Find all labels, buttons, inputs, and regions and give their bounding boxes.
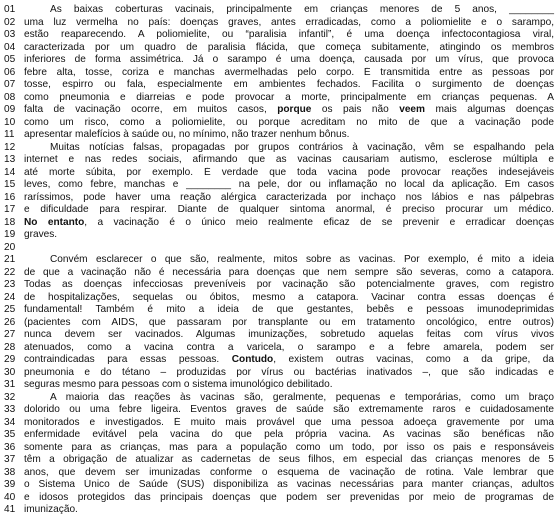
line-text [24, 467, 557, 480]
text-segment: têm a obrigação de atualizar as cadernetas de seus filhos, em especial das crianças menores de 5 [24, 454, 554, 465]
line-text [24, 379, 557, 392]
text-segment: os pais não [311, 104, 400, 115]
line-number: 03 [4, 29, 16, 40]
text-line [0, 167, 557, 180]
text-segment: de que a vacinação não é necessária para doenças que nem sempre são severas, como a catapora. [24, 266, 554, 278]
line-number: 22 [4, 266, 16, 278]
text-segment: mais algumas doenças [425, 104, 554, 115]
text-line [0, 242, 557, 255]
line-number: 12 [4, 141, 16, 153]
line-text [24, 329, 557, 342]
text-line [0, 254, 557, 267]
line-number: 15 [4, 179, 16, 190]
line-number: 38 [4, 466, 16, 478]
text-segment: monitorados e investigados. É muito mais provável que uma pessoa adoeça gravemente por uma [24, 416, 554, 428]
text-segment: estão reaparecendo. A poliomielite, ou “paralisia infantil”, é uma doença infectocontagiosa viral, [24, 29, 554, 40]
line-text [24, 167, 557, 180]
line-text [24, 117, 557, 130]
line-text [24, 42, 557, 55]
text-line [0, 479, 557, 492]
line-number: 28 [4, 341, 16, 353]
line-number: 09 [4, 104, 16, 115]
line-number: 21 [4, 254, 16, 265]
line-number: 24 [4, 291, 16, 303]
line-number: 25 [4, 304, 16, 315]
text-segment: somente para as crianças, mas para a população como um todo, por isso os pais e responsáveis [24, 441, 554, 453]
bold-word: veem [399, 104, 426, 115]
line-number: 10 [4, 116, 16, 128]
text-line [0, 354, 557, 367]
text-segment: falta de vacinação ocorre, em muitos casos, [24, 104, 278, 115]
text-segment: inferiores de forma assimétrica. Já o sarampo é uma doença, causada por um vírus, que provoca [24, 54, 554, 65]
text-line [0, 117, 557, 130]
line-text [24, 79, 557, 92]
line-number: 01 [4, 4, 16, 15]
line-number: 05 [4, 54, 16, 65]
line-number: 19 [4, 229, 16, 240]
line-text [24, 29, 557, 42]
text-segment: atenuados, como a vacina contra a varicela, o sarampo e a febre amarela, podem ser [24, 341, 554, 353]
line-text [24, 442, 557, 455]
line-number: 06 [4, 66, 16, 78]
line-text [24, 504, 557, 517]
line-text [24, 92, 557, 105]
line-text [24, 179, 557, 192]
text-line [0, 467, 557, 480]
text-segment: As baixas coberturas vacinais, principalmente em crianças menores de 5 anos, ________ [50, 4, 554, 15]
line-text [24, 304, 557, 317]
line-number: 26 [4, 316, 16, 328]
line-number: 29 [4, 354, 16, 365]
text-line [0, 267, 557, 280]
text-line [0, 454, 557, 467]
text-line [0, 317, 557, 330]
line-text [24, 104, 557, 117]
text-segment: enfermidade evitável pela vacina do que pela própria vacina. As vacinas são benéficas não [24, 429, 554, 440]
text-line [0, 67, 557, 80]
line-text [24, 392, 557, 405]
text-segment: anos, que devem ser imunizadas conforme o esquema de vacinação de rotina. Vale lembrar que [24, 466, 554, 478]
text-line [0, 342, 557, 355]
text-line [0, 129, 557, 142]
line-number: 23 [4, 279, 16, 290]
line-number: 31 [4, 379, 16, 390]
line-text [24, 192, 557, 205]
line-text [24, 404, 557, 417]
text-segment: raríssimos, pode haver uma reação alérgica caracterizada por inchaço nos lábios e nas pálpebras [24, 191, 554, 203]
text-line [0, 104, 557, 117]
text-line [0, 417, 557, 430]
line-text [24, 317, 557, 330]
line-number: 04 [4, 41, 16, 53]
text-segment: Muitas notícias falsas, propagadas por grupos contrários à vacinação, vêm se espalhando pela [50, 141, 554, 153]
text-segment: pneumonia e do tétano – produzidas por vírus ou bactérias inativados –, que são indicadas e [24, 366, 554, 378]
text-line [0, 4, 557, 17]
bold-word: Contudo [231, 354, 274, 365]
text-segment: A maioria das reações às vacinas são, geralmente, pequenas e temporárias, como um braço [50, 391, 554, 403]
line-number: 20 [4, 241, 16, 253]
text-line [0, 92, 557, 105]
text-line [0, 17, 557, 30]
line-text [24, 54, 557, 67]
text-line [0, 42, 557, 55]
text-line [0, 204, 557, 217]
line-text [24, 429, 557, 442]
text-segment: febre alta, tosse, coriza e manchas avermelhadas pelo corpo. É transmitida entre as pessoas por [24, 66, 554, 78]
text-line [0, 192, 557, 205]
line-number: 07 [4, 79, 16, 90]
text-segment: , a vacinação é o único meio realmente eficaz de se prevenir e erradicar doenças [84, 216, 554, 228]
text-line [0, 229, 557, 242]
line-text [24, 154, 557, 167]
text-segment: graves. [24, 229, 58, 240]
line-number: 39 [4, 479, 16, 490]
line-number: 32 [4, 391, 16, 403]
line-number: 33 [4, 404, 16, 415]
text-segment: nunca devem ser vacinados. Algumas imunizações, sobretudo aquelas feitas com vírus vivos [24, 329, 554, 340]
line-text [24, 492, 557, 505]
text-segment: o Sistema Único de Saúde (SUS) disponibiliza as vacinas necessárias para manter crianças, adultos [24, 479, 554, 490]
line-text [24, 204, 557, 217]
text-segment: , existem outras vacinas, como a da gripe, da [273, 354, 554, 365]
text-segment: caracterizada por um quadro de paralisia flácida, que começa subitamente, atingindo os membros [24, 41, 554, 53]
text-segment: contraindicadas para essas pessoas. [24, 354, 232, 365]
line-text [24, 267, 557, 280]
text-segment: apresentar malefícios à saúde ou, no mínimo, não trazer nenhum bônus. [24, 129, 350, 140]
text-segment: Convém esclarecer o que são, realmente, mitos sobre as vacinas. Por exemplo, é mito a ideia [50, 254, 554, 265]
line-number: 18 [4, 216, 16, 228]
line-text [24, 17, 557, 30]
line-text [24, 292, 557, 305]
line-text [24, 279, 557, 292]
text-line [0, 329, 557, 342]
text-segment: fundamental! Também é mito a ideia de que gestantes, bebês e pessoas imunodeprimidas [24, 304, 554, 315]
text-line [0, 292, 557, 305]
text-line [0, 429, 557, 442]
text-segment: seguras mesmo para pessoas com o sistema imunológico debilitado. [24, 379, 333, 390]
text-line [0, 392, 557, 405]
line-text [24, 4, 557, 17]
line-number: 14 [4, 166, 16, 178]
text-segment: e dificuldade para respirar. Diante de qualquer sintoma anormal, é preciso procurar um médico. [24, 204, 554, 215]
line-text [24, 254, 557, 267]
line-text [24, 454, 557, 467]
line-text [24, 229, 557, 242]
text-line [0, 279, 557, 292]
text-line [0, 29, 557, 42]
text-segment: até morte súbita, por exemplo. É verdade que toda vacina pode provocar reações indesejáveis [24, 166, 554, 178]
line-text [24, 67, 557, 80]
line-number: 11 [4, 129, 15, 140]
text-line [0, 179, 557, 192]
line-number: 17 [4, 204, 16, 215]
text-segment: de hospitalizações, sequelas ou óbitos, mesmo a catapora. Vacinar contra essas doenças é [24, 291, 554, 303]
line-text [24, 342, 557, 355]
text-segment: internet e nas redes sociais, afirmando que as vacinas causariam autismo, esclerose múltipla e [24, 154, 554, 165]
text-segment: (pacientes com AIDS, que passaram por transplante ou em tratamento oncológico, entre outros) [24, 316, 554, 328]
line-number: 30 [4, 366, 16, 378]
bold-word: No entanto [24, 216, 85, 228]
line-text [24, 367, 557, 380]
line-number: 08 [4, 91, 16, 103]
line-number: 27 [4, 329, 16, 340]
line-text [24, 217, 557, 230]
line-text [24, 129, 557, 142]
text-line [0, 404, 557, 417]
line-text [24, 242, 557, 255]
line-number: 13 [4, 154, 16, 165]
line-number: 36 [4, 441, 16, 453]
text-line [0, 142, 557, 155]
line-number: 16 [4, 191, 16, 203]
text-line [0, 79, 557, 92]
line-text [24, 417, 557, 430]
line-text [24, 354, 557, 367]
line-text [24, 479, 557, 492]
text-line [0, 492, 557, 505]
text-segment: Todas as doenças infecciosas preveníveis por vacinação são potencialmente graves, com registro [24, 279, 554, 290]
text-line [0, 379, 557, 392]
text-segment: e idosos protegidos das principais doenças que podem ser prevenidas por meio de programas de [24, 491, 554, 503]
line-number: 37 [4, 454, 16, 465]
line-text [24, 142, 557, 155]
line-number: 40 [4, 491, 16, 503]
text-segment: como um risco, como a poliomielite, ou porque acreditam no mito de que a vacinação pode [24, 116, 554, 128]
text-segment: dolorido ou uma febre ligeira. Eventos graves de saúde são extremamente raros e cuidadosamente [24, 404, 554, 415]
text-line [0, 367, 557, 380]
text-segment: como pneumonia e diarreias e pode provocar a morte, principalmente em crianças pequenas. A [24, 91, 554, 103]
line-number: 02 [4, 16, 16, 28]
line-number: 41 [4, 504, 16, 515]
text-segment: uma luz vermelha no país: doenças graves, antes erradicadas, como a poliomielite e o sarampo, [24, 16, 554, 28]
text-line [0, 304, 557, 317]
text-line [0, 442, 557, 455]
text-segment: imunização. [24, 504, 78, 515]
text-line [0, 154, 557, 167]
text-line [0, 217, 557, 230]
line-number: 34 [4, 416, 16, 428]
bold-word: porque [277, 104, 312, 115]
text-line [0, 54, 557, 67]
text-segment: tosse, espirro ou fala, especialmente em ambientes fechados. Facilita o surgimento de doenças [24, 79, 554, 90]
text-segment: leves, como febre, manchas e ________ na pele, dor ou inflamação no local da aplicação. Em casos [24, 179, 554, 190]
text-line [0, 504, 557, 517]
line-number: 35 [4, 429, 16, 440]
